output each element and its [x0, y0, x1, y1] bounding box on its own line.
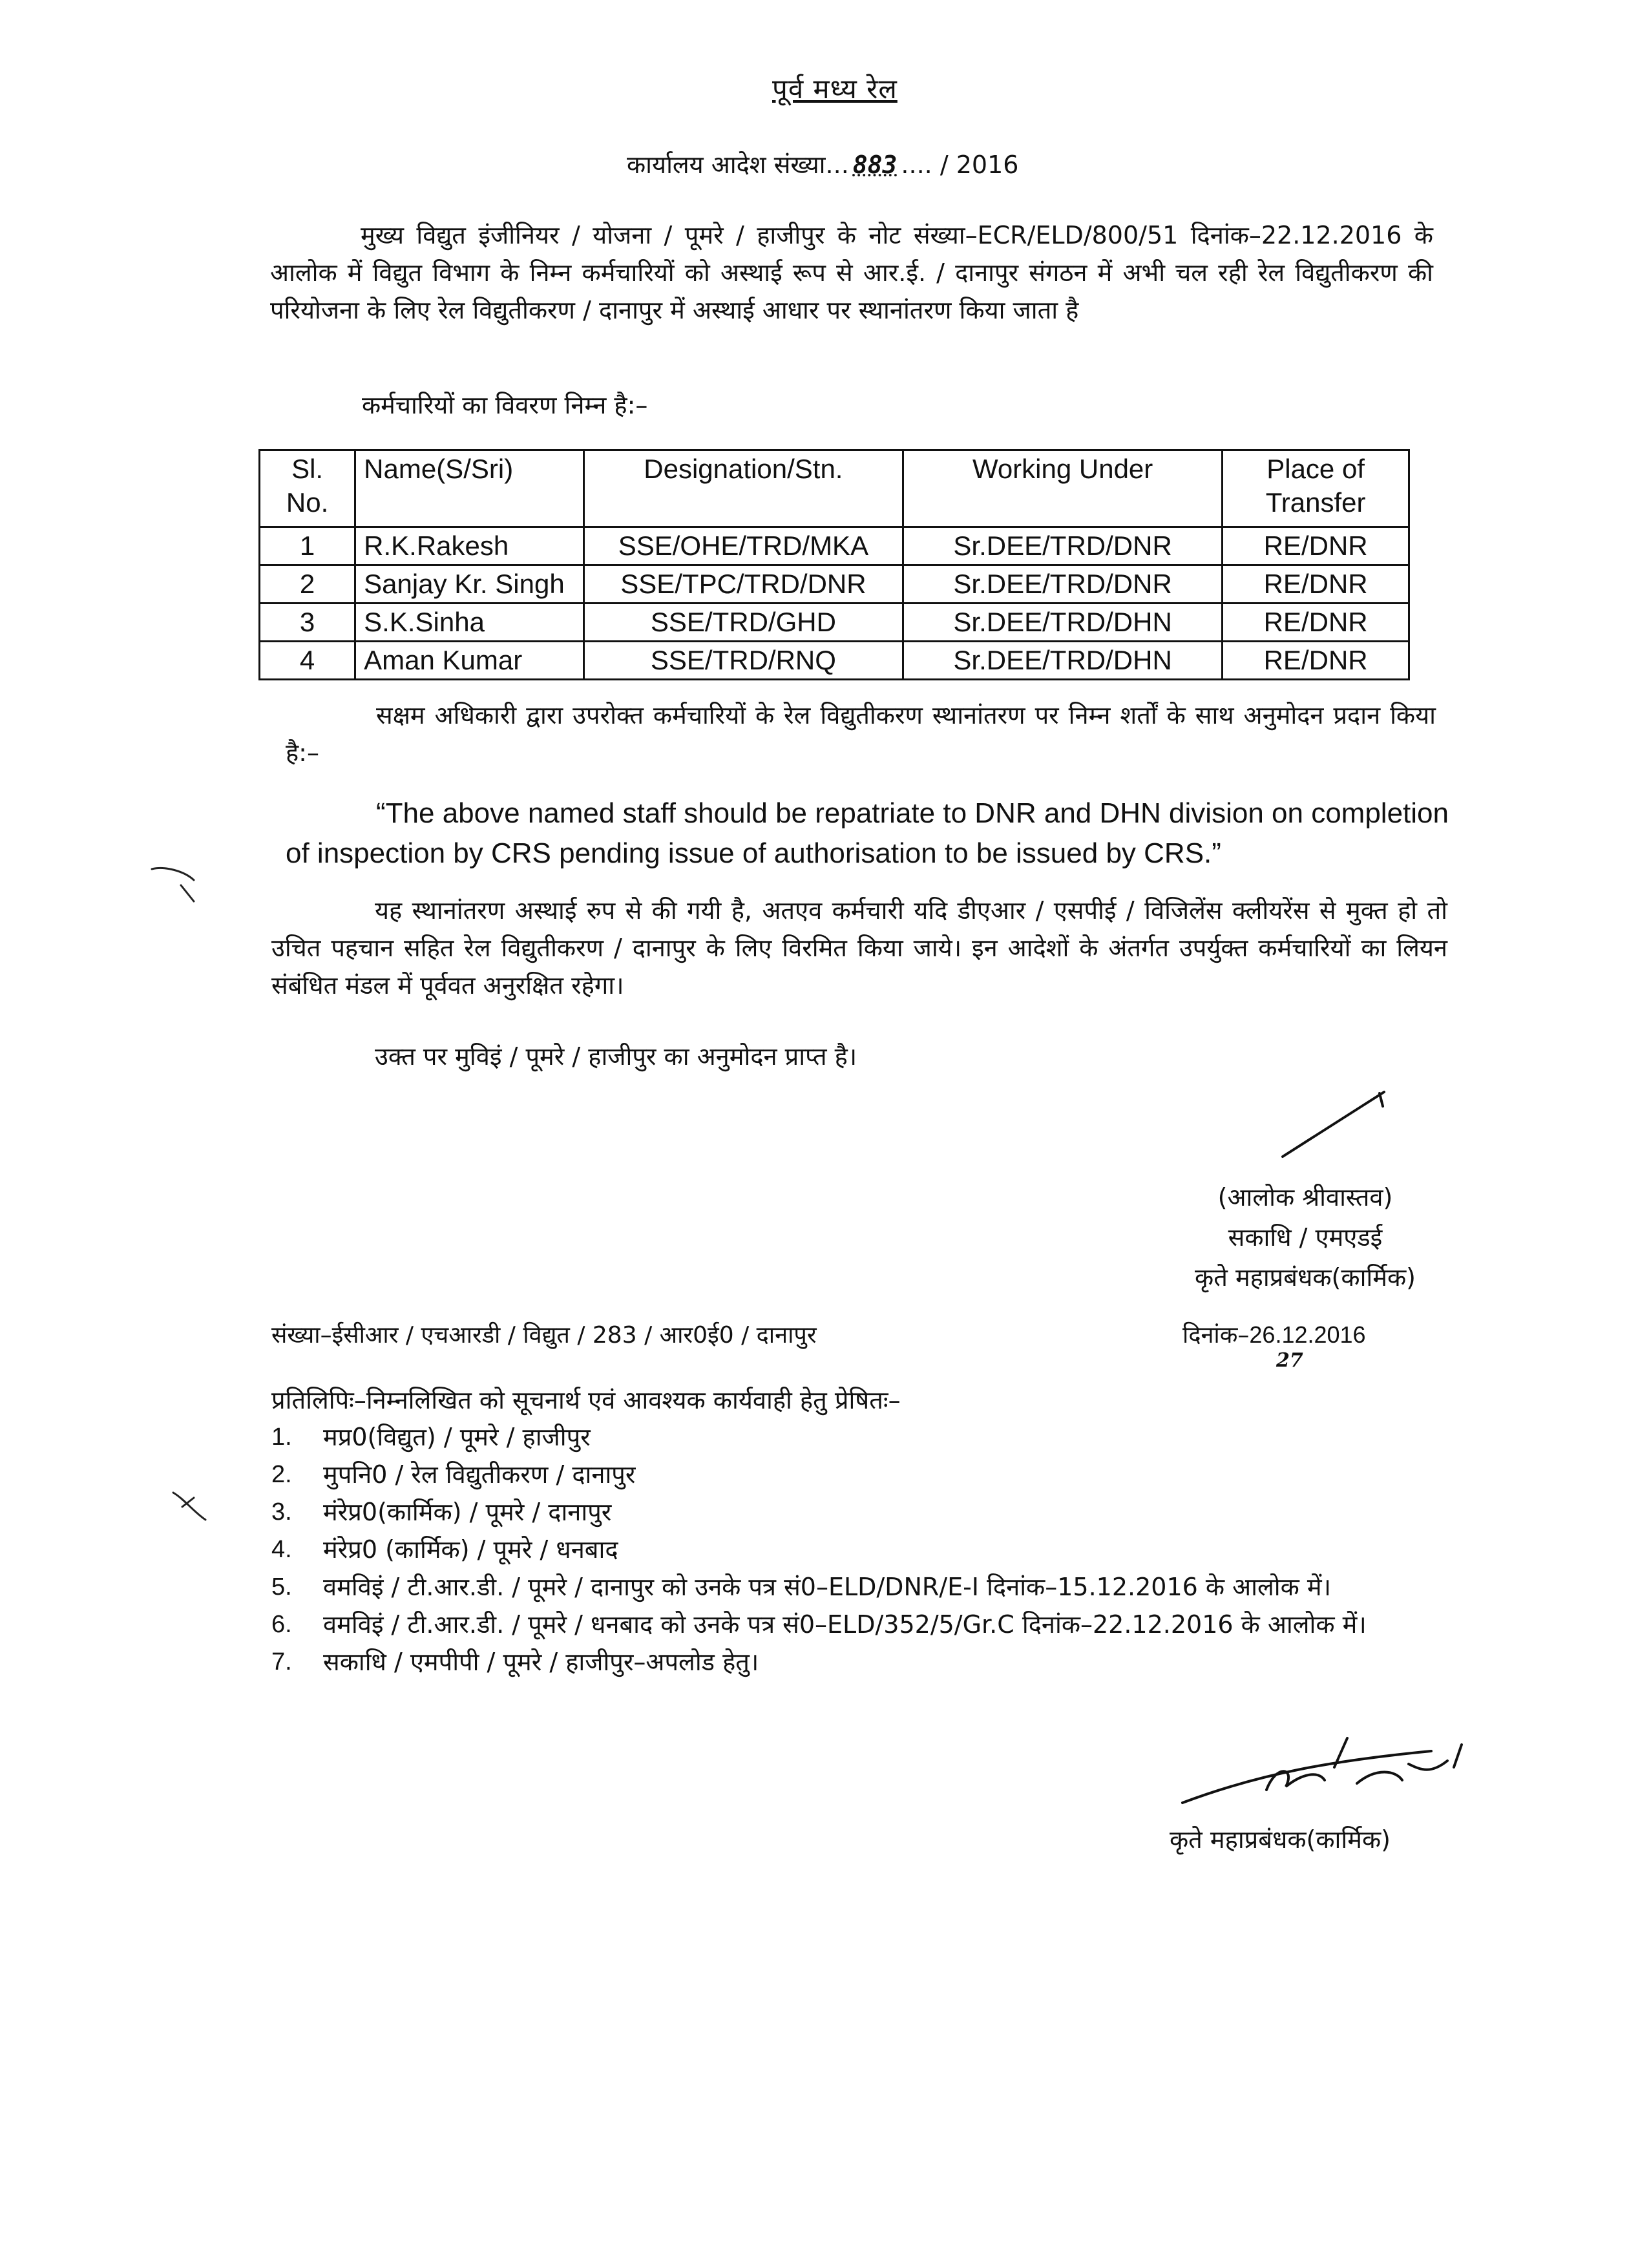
cell-working-under: Sr.DEE/TRD/DNR: [903, 565, 1223, 604]
list-item-text: सकाधि / एमपीपी / पूमरे / हाजीपुर–अपलोड हेतु।: [323, 1648, 759, 1676]
list-item: [271, 1568, 1447, 1606]
cell-working-under: Sr.DEE/TRD/DNR: [903, 527, 1223, 565]
cell-designation: SSE/TPC/TRD/DNR: [583, 565, 903, 604]
copy-to-heading: प्रतिलिपिः–निम्नलिखित को सूचनार्थ एवं आवश्यक कार्यवाही हेतु प्रेषितः–: [271, 1386, 901, 1414]
list-item-text: मंरेप्र0(कार्मिक) / पूमरे / दानापुर: [323, 1498, 612, 1526]
list-item: [271, 1456, 1447, 1493]
temporary-transfer-paragraph: [271, 892, 1447, 1004]
list-item: [271, 1493, 1447, 1531]
cell-place: RE/DNR: [1223, 642, 1409, 680]
cell-name: S.K.Sinha: [355, 604, 584, 642]
list-item-text: मंरेप्र0 (कार्मिक) / पूमरे / धनबाद: [323, 1535, 618, 1564]
cell-name: Aman Kumar: [355, 642, 584, 680]
order-year: / 2016: [940, 151, 1019, 179]
cell-name: Sanjay Kr. Singh: [355, 565, 584, 604]
list-item-text: मप्र0(विद्युत) / पूमरे / हाजीपुर: [323, 1423, 591, 1451]
signatory-name: (आलोक श्रीवास्तव): [1217, 1183, 1393, 1212]
list-item-number: 1.: [271, 1423, 292, 1451]
reference-number: संख्या–ईसीआर / एचआरडी / विद्युत / 283 / आर0ई0 / दानापुर: [271, 1322, 817, 1349]
cell-designation: SSE/TRD/GHD: [583, 604, 903, 642]
cell-place: RE/DNR: [1223, 565, 1409, 604]
cell-sl: 4: [260, 642, 355, 680]
date-correction: 27: [1276, 1349, 1303, 1372]
cell-working-under: Sr.DEE/TRD/DHN: [903, 604, 1223, 642]
margin-mark-left-2: [173, 1493, 205, 1520]
order-dots-left: ...: [825, 151, 849, 179]
list-item-number: 5.: [271, 1573, 292, 1601]
date-value: 26.12.2016: [1249, 1321, 1366, 1348]
staff-intro: कर्मचारियों का विवरण निम्न है:–: [362, 391, 648, 419]
order-dots-right: ....: [901, 151, 932, 179]
office-order-line: [627, 147, 1018, 181]
order-prefix: कार्यालय आदेश संख्या: [627, 151, 826, 179]
list-item: [271, 1531, 1447, 1568]
list-item-text: वमविइं / टी.आर.डी. / पूमरे / दानापुर को उनके पत्र सं0–ELD/DNR/E-I दिनांक–15.12.2016 के आलोक में।: [323, 1573, 1331, 1601]
cell-working-under: Sr.DEE/TRD/DHN: [903, 642, 1223, 680]
list-item: [271, 1606, 1447, 1643]
date-label: दिनांक–: [1182, 1322, 1250, 1349]
list-item-text: वमविइं / टी.आर.डी. / पूमरे / धनबाद को उनके पत्र सं0–ELD/352/5/Gr.C दिनांक–22.12.2016 के आलोक में।: [323, 1610, 1367, 1639]
header-name: Name(S/Sri): [355, 450, 584, 527]
list-item: [271, 1418, 1447, 1456]
organization-heading: पूर्व मध्य रेल: [772, 73, 898, 105]
signatory-block: [1163, 1177, 1447, 1297]
header-working-under: Working Under: [903, 450, 1223, 527]
condition-text: “The above named staff should be repatriate to DNR and DHN division on completion of inspection by CRS pending issue of authorisation to be issued by CRS.”: [286, 797, 1449, 869]
cell-designation: SSE/TRD/RNQ: [583, 642, 903, 680]
header-sl-no: Sl. No.: [260, 450, 355, 527]
reference-date: [1182, 1318, 1366, 1350]
approval-received-line: उक्त पर मुविइं / पूमरे / हाजीपुर का अनुमोदन प्राप्त है।: [375, 1042, 857, 1071]
signatory-designation: सकाधि / एमएडई: [1228, 1223, 1383, 1252]
table-row: [260, 527, 1409, 565]
cell-designation: SSE/OHE/TRD/MKA: [583, 527, 903, 565]
cell-sl: 2: [260, 565, 355, 604]
table-row: [260, 565, 1409, 604]
list-item-number: 6.: [271, 1611, 292, 1638]
intro-paragraph: [270, 216, 1433, 329]
signature-scribble-lower: [1182, 1738, 1462, 1803]
condition-quote: [286, 793, 1449, 874]
list-item-number: 2.: [271, 1461, 292, 1488]
cell-name: R.K.Rakesh: [355, 527, 584, 565]
list-item-number: 4.: [271, 1536, 292, 1563]
temporary-transfer-text: यह स्थानांतरण अस्थाई रुप से की गयी है, अतएव कर्मचारी यदि डीएआर / एसपीई / विजिलेंस क्लीयरेंस से मुक्त हो तो उचित पहचान सहित रेल विद्युतीकरण / दानापुर के लिए विरमित किया जाये। इन आदेशों के अंतर्गत उपर्युक्त कर्मचारियों का लियन संबंधित मंडल में पूर्ववत अनुरक्षित रहेगा।: [271, 896, 1447, 1000]
header-designation: Designation/Stn.: [583, 450, 903, 527]
list-item-number: 3.: [271, 1498, 292, 1526]
cell-place: RE/DNR: [1223, 527, 1409, 565]
table-row: [260, 604, 1409, 642]
order-number: 883: [852, 151, 898, 179]
list-item: [271, 1643, 1447, 1681]
header-place-of-transfer: Place of Transfer: [1223, 450, 1409, 527]
cell-place: RE/DNR: [1223, 604, 1409, 642]
approval-paragraph: [286, 697, 1436, 772]
staff-table: [258, 449, 1410, 680]
table-row: [260, 642, 1409, 680]
list-item-text: मुपनि0 / रेल विद्युतीकरण / दानापुर: [323, 1460, 636, 1489]
cell-sl: 1: [260, 527, 355, 565]
list-item-number: 7.: [271, 1648, 292, 1675]
footer-signatory: कृते महाप्रबंधक(कार्मिक): [1170, 1825, 1391, 1854]
approval-text: सक्षम अधिकारी द्वारा उपरोक्त कर्मचारियों के रेल विद्युतीकरण स्थानांतरण पर निम्न शर्तों के साथ अनुमोदन प्रदान किया है:–: [286, 701, 1436, 767]
margin-mark-left: [152, 868, 194, 901]
copy-to-list: [271, 1418, 1447, 1681]
table-header-row: [260, 450, 1409, 527]
signatory-on-behalf: कृते महाप्रबंधक(कार्मिक): [1195, 1263, 1416, 1292]
signature-stroke-upper: [1283, 1092, 1384, 1157]
intro-text: मुख्य विद्युत इंजीनियर / योजना / पूमरे / हाजीपुर के नोट संख्या–ECR/ELD/800/51 दिनांक–22.12.2016 के आलोक में विद्युत विभाग के निम्न कर्मचारियों को अस्थाई रूप से आर.ई. / दानापुर संगठन में अभी चल रही रेल विद्युतीकरण की परियोजना के लिए रेल विद्युतीकरण / दानापुर में अस्थाई आधार पर स्थानांतरण किया जाता है: [270, 221, 1433, 324]
cell-sl: 3: [260, 604, 355, 642]
